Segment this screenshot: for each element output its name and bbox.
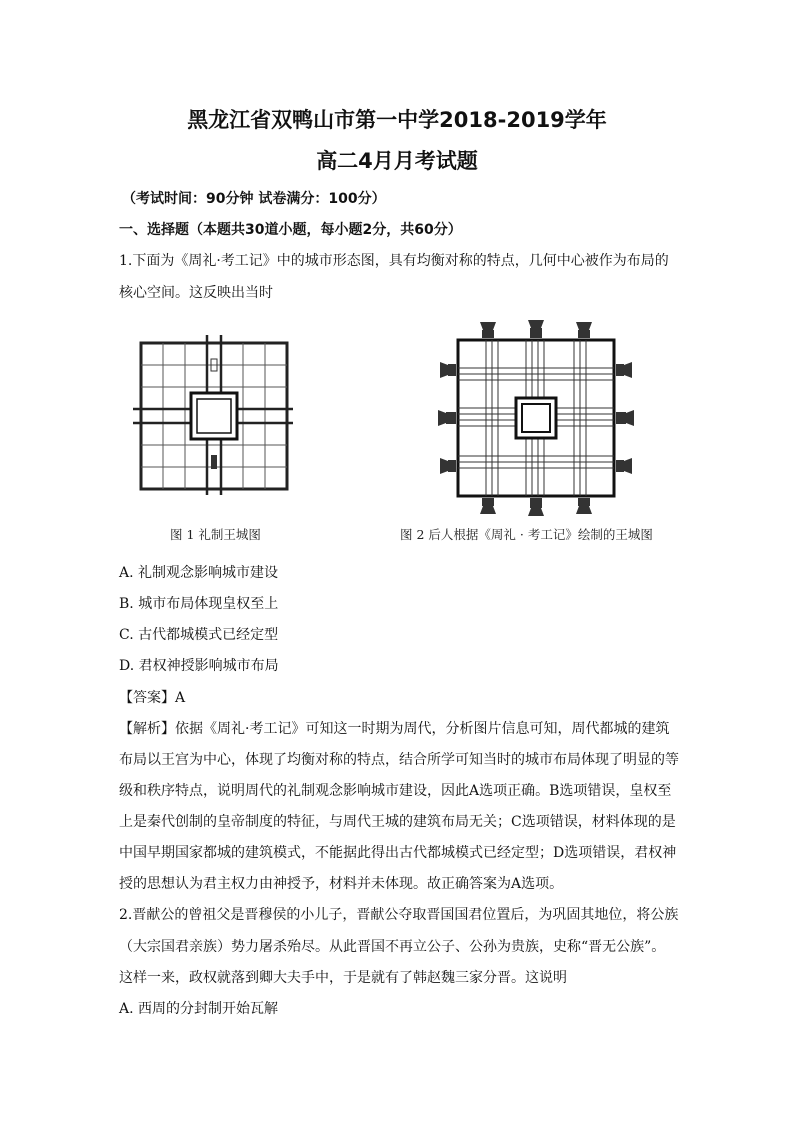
question-2-stem-line: （大宗国君亲族）势力屠杀殆尽。从此晋国不再立公子、公孙为贵族，史称“晋无公族”。 [119,939,666,955]
analysis-line: 布局以王宫为中心，体现了均衡对称的特点，结合所学可知当时的城市布局体现了明显的等 [119,752,679,768]
section-heading: 一、选择题（本题共30道小题，每小题2分，共60分） [119,222,462,238]
question-2-stem-line: 2.晋献公的曾祖父是晋穆侯的小儿子，晋献公夺取晋国国君位置后，为巩固其地位，将公族 [119,907,679,923]
analysis-line: 【解析】依据《周礼·考工记》可知这一时期为周代，分析图片信息可知，周代都城的建筑 [119,721,670,737]
question-1-stem-line: 1.下面为《周礼·考工记》中的城市形态图，具有均衡对称的特点，几何中心被作为布局的 [119,253,669,269]
option-c: C. 古代都城模式已经定型 [119,627,279,643]
analysis-line: 中国早期国家都城的建筑模式，不能据此得出古代都城模式已经定型；D选项错误，君权神 [119,845,677,861]
question-2-stem-line: 这样一来，政权就落到卿大夫手中，于是就有了韩赵魏三家分晋。这说明 [119,970,567,986]
exam-info: （考试时间：90分钟 试卷满分：100分） [122,191,386,207]
analysis-line: 级和秩序特点，说明周代的礼制观念影响城市建设，因此A选项正确。B选项错误，皇权至 [119,783,672,799]
option-a: A. 礼制观念影响城市建设 [119,565,279,581]
answer-label: 【答案】A [119,690,186,706]
figure-1-caption: 图 1 礼制王城图 [170,527,261,542]
analysis-line: 授的思想认为君主权力由神授予，材料并未体现。故正确答案为A选项。 [119,876,564,892]
figure-2-kings-city [436,318,636,518]
figure-1-city-grid [133,335,293,495]
question-1-stem-line: 核心空间。这反映出当时 [119,285,273,301]
option-a: A. 西周的分封制开始瓦解 [119,1001,279,1017]
option-d: D. 君权神授影响城市布局 [119,658,279,674]
option-b: B. 城市布局体现皇权至上 [119,596,279,612]
figure-2-caption: 图 2 后人根据《周礼 · 考工记》绘制的王城图 [400,527,653,542]
document-subtitle: 高二4月月考试题 [316,149,478,173]
analysis-line: 上是秦代创制的皇帝制度的特征，与周代王城的建筑布局无关；C选项错误，材料体现的是 [119,814,676,830]
document-title: 黑龙江省双鸭山市第一中学2018-2019学年 [187,108,607,132]
